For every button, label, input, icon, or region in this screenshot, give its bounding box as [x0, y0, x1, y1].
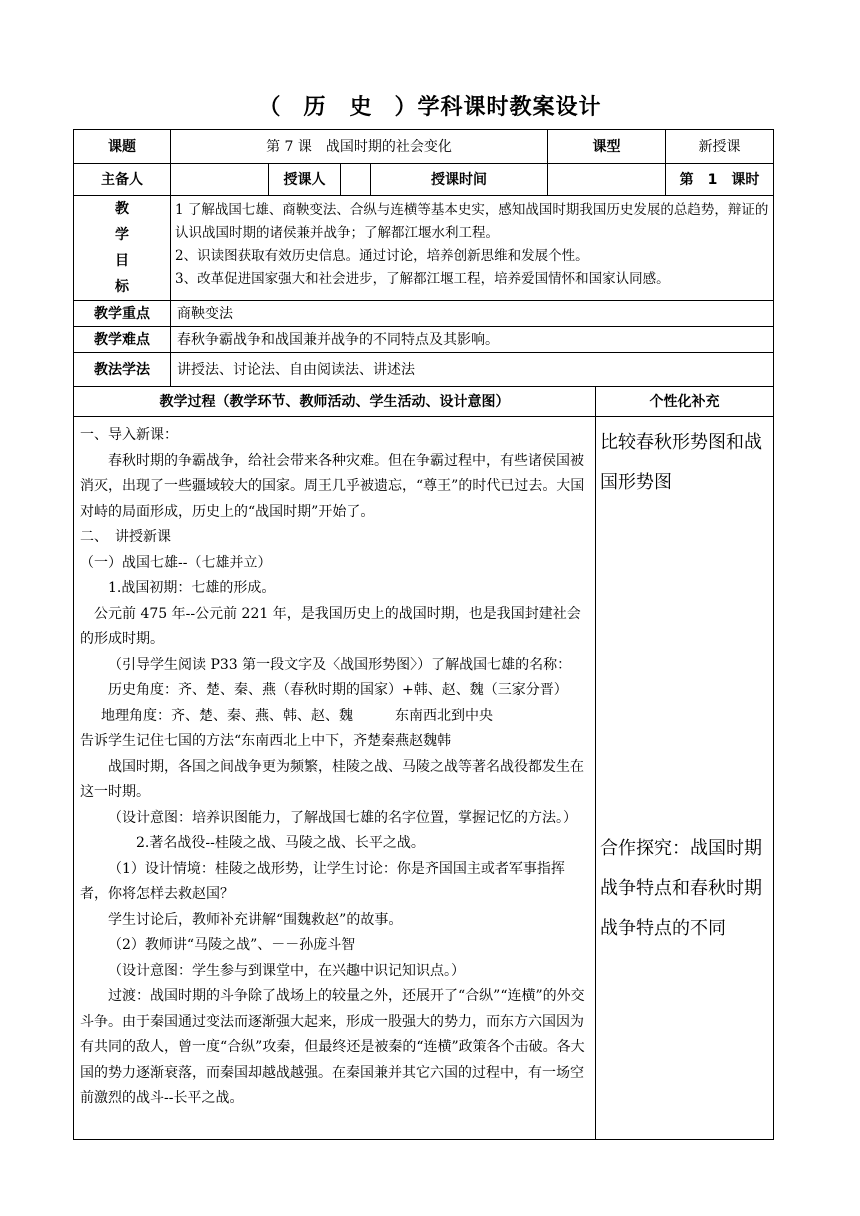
key-point-label: 教学重点 [74, 301, 171, 327]
supplement-content [596, 417, 774, 1140]
supplement-note: 合作探究：战国时期战争特点和春秋时期战争特点的不同 [600, 838, 762, 939]
process-paragraph: （2）教师讲“马陵之战”、－－孙庞斗智 [108, 937, 356, 953]
preparer-value [171, 164, 269, 196]
page-title [0, 90, 860, 121]
process-paragraph: 历史角度：齐、楚、秦、燕（春秋时期的国家）+韩、赵、魏（三家分晋） [108, 682, 568, 698]
process-paragraph: 告诉学生记住七国的方法“东南西北上中下，齐楚秦燕赵魏韩 [80, 733, 452, 749]
process-paragraph: 2.著名战役--桂陵之战、马陵之战、长平之战。 [136, 835, 425, 851]
methods-value: 讲授法、讨论法、自由阅读法、讲述法 [171, 353, 774, 387]
row-methods [74, 353, 774, 387]
topic-value: 第 7 课 战国时期的社会变化 [171, 130, 548, 164]
process-header: 教学过程（教学环节、教师活动、学生活动、设计意图） [74, 387, 596, 417]
key-point-value: 商鞅变法 [171, 301, 774, 327]
process-paragraph: 一、导入新课： [80, 427, 178, 443]
row-topic [74, 130, 774, 164]
objectives-label-char: 教 [115, 201, 129, 217]
process-paragraph: 春秋时期的争霸战争，给社会带来各种灾难。但在争霸过程中，有些诸侯国被消灭，出现了一些疆域较大的国家。周王几乎被遗忘，“尊王”的时代已过去。大国对峙的局面形成，历史上的“战国时期”开始了。 [80, 452, 585, 520]
process-paragraph: 战国时期，各国之间战争更为频繁，桂陵之战、马陵之战等著名战役都发生在这一时期。 [80, 758, 584, 800]
objectives-label [74, 196, 171, 301]
lesson-plan-table [73, 129, 774, 1140]
objective-item: 1 了解战国七雄、商鞅变法、合纵与连横等基本史实，感知战国时期我国历史发展的总趋势，辩证的认识战国时期的诸侯兼并战争；了解都江堰水利工程。 [175, 202, 769, 241]
process-paragraph: （设计意图：学生参与到课堂中，在兴趣中识记知识点。） [108, 962, 465, 979]
process-content [74, 417, 596, 1140]
title-subject: 历 史 [303, 95, 373, 120]
row-difficulty [74, 327, 774, 353]
objectives-text [171, 196, 774, 301]
process-paragraph: 过渡：战国时期的斗争除了战场上的较量之外，还展开了“合纵”“连横”的外交斗争。由于秦国通过变法而逐渐强大起来，形成一股强大的势力，而东方六国因为有共同的敌人，曾一度“合纵”攻秦，但最终还是被秦的“连横”政策各个击破。各大国的势力逐渐衰落，而秦国却越战越强。在秦国兼并其它六国的过程中，有一场空前激烈的战斗--长平之战。 [80, 988, 585, 1106]
title-paren-close: ） [394, 95, 418, 120]
title-suffix: 学科课时教案设计 [417, 95, 602, 120]
objectives-label-char: 目 [115, 253, 129, 269]
process-paragraph: （设计意图：培养识图能力，了解战国七雄的名字位置，掌握记忆的方法。） [108, 809, 577, 826]
row-staff [74, 164, 774, 196]
preparer-label: 主备人 [74, 164, 171, 196]
row-process-header [74, 387, 774, 417]
objective-item: 2、识读图获取有效历史信息。通过讨论，培养创新思维和发展个性。 [175, 248, 589, 264]
objective-item: 3、改革促进国家强大和社会进步，了解都江堰工程，培养爱国情怀和国家认同感。 [175, 271, 670, 287]
row-objectives [74, 196, 774, 301]
process-paragraph: （一）战国七雄--（七雄并立） [80, 554, 272, 571]
title-paren-open: （ [258, 95, 282, 120]
type-value: 新授课 [666, 130, 774, 164]
type-label: 课型 [548, 130, 666, 164]
process-paragraph: 地理角度：齐、楚、秦、燕、韩、赵、魏 东南西北到中央 [101, 707, 493, 724]
topic-label: 课题 [74, 130, 171, 164]
objectives-label-char: 标 [115, 279, 129, 295]
time-label: 授课时间 [371, 164, 548, 196]
process-paragraph: 公元前 475 年--公元前 221 年，是我国历史上的战国时期，也是我国封建社会的形成时期。 [80, 605, 581, 647]
supplement-note: 比较春秋形势图和战国形势图 [600, 432, 762, 493]
methods-label: 教法学法 [74, 353, 171, 387]
time-value [548, 164, 666, 196]
difficulty-value: 春秋争霸战争和战国兼并战争的不同特点及其影响。 [171, 327, 774, 353]
supplement-header: 个性化补充 [596, 387, 774, 417]
teacher-value [341, 164, 371, 196]
process-paragraph: （1）设计情境：桂陵之战形势，让学生讨论：你是齐国国主或者军事指挥者，你将怎样去救赵国？ [80, 860, 565, 902]
objectives-label-char: 学 [115, 227, 129, 243]
process-paragraph: 学生讨论后，教师补充讲解“围魏救赵”的故事。 [108, 911, 403, 928]
teacher-label: 授课人 [269, 164, 341, 196]
row-key-point [74, 301, 774, 327]
process-paragraph: 二、 讲授新课 [80, 529, 171, 545]
difficulty-label: 教学难点 [74, 327, 171, 353]
process-paragraph: 1.战国初期：七雄的形成。 [108, 580, 276, 596]
process-paragraph: （引导学生阅读 P33 第一段文字及〈战国形势图〉）了解战国七雄的名称： [108, 656, 572, 673]
row-process [74, 417, 774, 1140]
period-label: 第 1 课时 [666, 164, 774, 196]
